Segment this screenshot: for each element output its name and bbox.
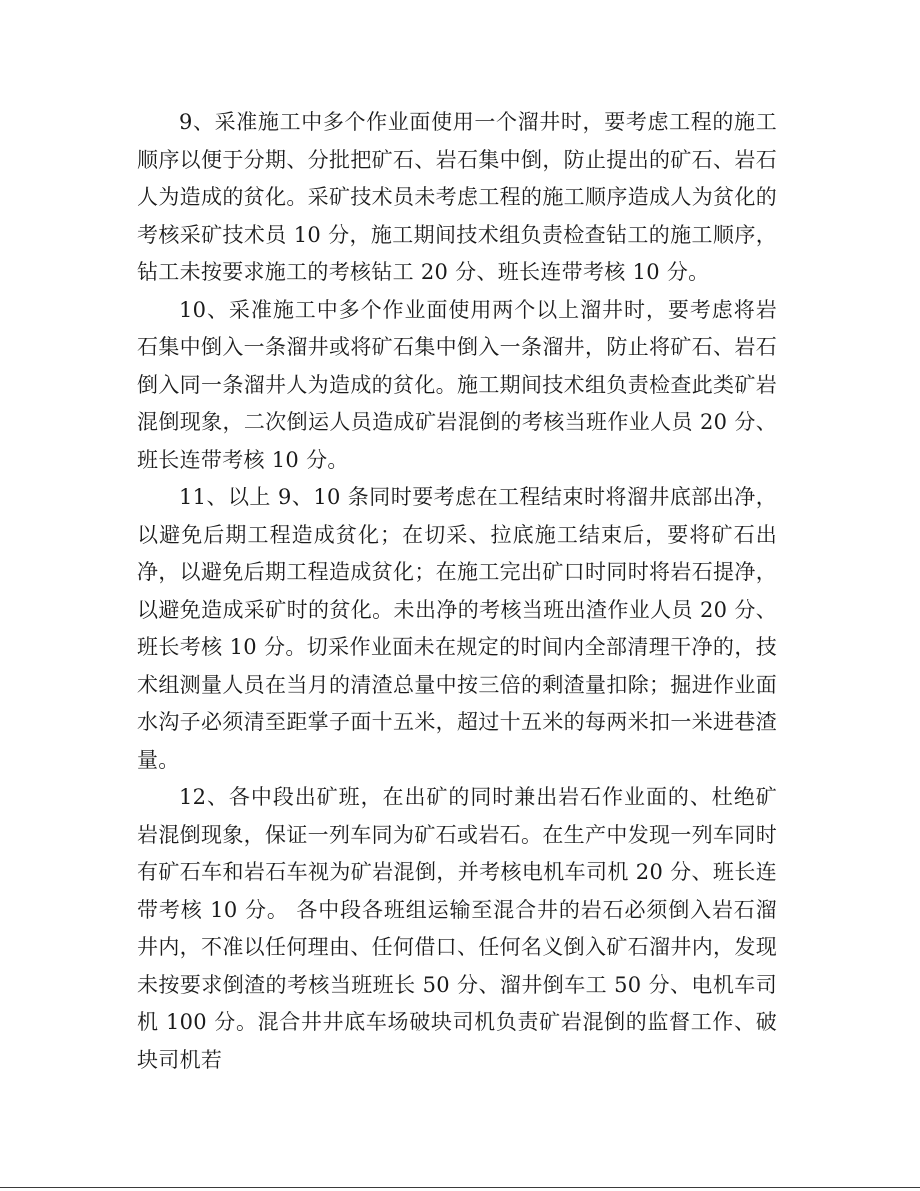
page-bottom-divider	[0, 1187, 920, 1188]
paragraph-11: 11、以上 9、10 条同时要考虑在工程结束时将溜井底部出净，以避免后期工程造成贫化；在切采、拉底施工结束后，要将矿石出净，以避免后期工程造成贫化；在施工完出矿口时同时将岩石提净，以避免造成采矿时的贫化。未出净的考核当班出渣作业人员 20 分、班长考核 10 分。切采作业面未在规定的时间内全部清理干净的，技术组测量人员在当月的清渣总量中按三倍的剩渣量扣除；掘进作业面水沟子必须清至距掌子面十五米，超过十五米的每两米扣一米进巷渣量。	[137, 485, 777, 772]
paragraph-9: 9、采准施工中多个作业面使用一个溜井时，要考虑工程的施工顺序以便于分期、分批把矿石、岩石集中倒，防止提出的矿石、岩石人为造成的贫化。采矿技术员未考虑工程的施工顺序造成人为贫化的考核采矿技术员 10 分，施工期间技术组负责检查钻工的施工顺序，钻工未按要求施工的考核钻工 20 分、班长连带考核 10 分。	[137, 110, 777, 284]
paragraph-10: 10、采准施工中多个作业面使用两个以上溜井时，要考虑将岩石集中倒入一条溜井或将矿石集中倒入一条溜井，防止将矿石、岩石倒入同一条溜井人为造成的贫化。施工期间技术组负责检查此类矿岩混倒现象，二次倒运人员造成矿岩混倒的考核当班作业人员 20 分、班长连带考核 10 分。	[137, 297, 777, 472]
document-body	[137, 104, 777, 1079]
paragraph-12: 12、各中段出矿班，在出矿的同时兼出岩石作业面的、杜绝矿岩混倒现象，保证一列车同为矿石或岩石。在生产中发现一列车同时有矿石车和岩石车视为矿岩混倒，并考核电机车司机 20 分、班长连带考核 10 分。 各中段各班组运输至混合井的岩石必须倒入岩石溜井内，不准以任何理由、任何借口、任何名义倒入矿石溜井内，发现未按要求倒渣的考核当班班长 50 分、溜井倒车工 50 分、电机车司机 100 分。混合井井底车场破块司机负责矿岩混倒的监督工作、破块司机若	[137, 785, 777, 1072]
